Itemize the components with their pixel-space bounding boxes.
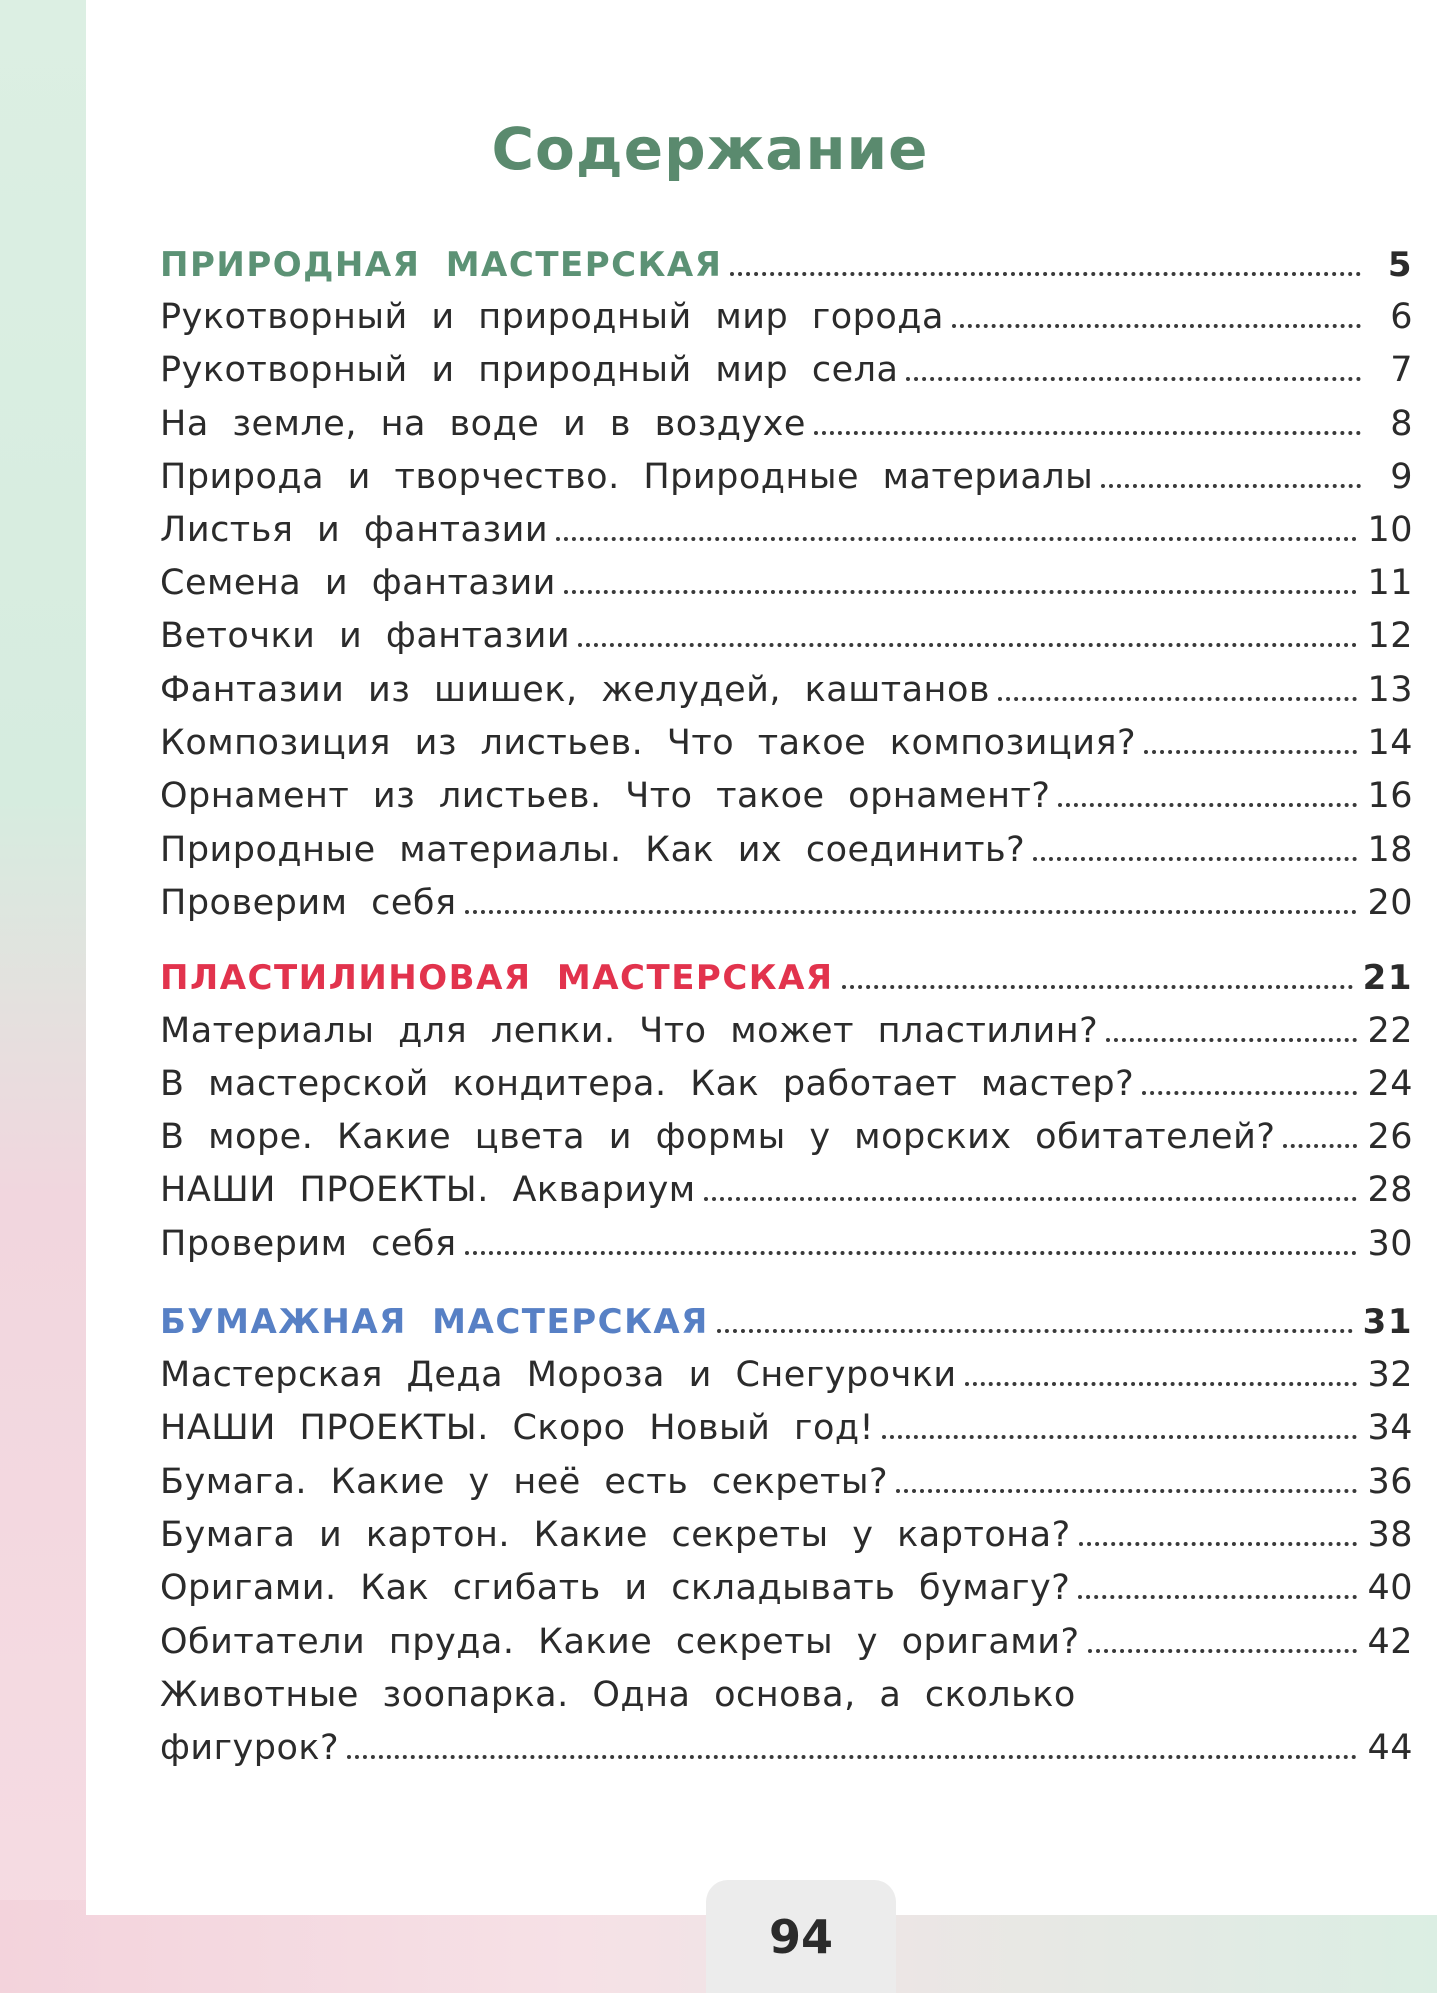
toc-entry-label: фигурок? [160,1728,340,1768]
toc-entry[interactable] [160,1675,1413,1719]
toc-leader-dots [882,1435,1357,1439]
toc-page-number: 26 [1367,1117,1413,1157]
toc-entry-label: Мастерская Деда Мороза и Снегурочки [160,1355,957,1395]
toc-page-number: 12 [1367,616,1413,656]
toc-leader-dots [578,643,1357,647]
toc-section-plasticine[interactable] [160,958,1413,1002]
toc-entry[interactable] [160,510,1413,554]
page-number: 94 [768,1910,833,1964]
toc-leader-dots [556,537,1357,541]
toc-entry-label: Проверим себя [160,883,457,923]
toc-entry-label: Семена и фантазии [160,563,556,603]
toc-page-number: 40 [1367,1568,1413,1608]
toc-entry[interactable] [160,1408,1413,1452]
toc-entry[interactable] [160,1224,1413,1268]
toc-page-number: 24 [1367,1064,1413,1104]
toc-leader-dots [1142,1091,1357,1095]
toc-entry[interactable] [160,776,1413,820]
toc-leader-dots [1106,1038,1357,1042]
toc-leader-dots [1283,1144,1357,1148]
toc-section-paper[interactable] [160,1302,1413,1346]
toc-entry-continuation[interactable] [160,1728,1413,1772]
toc-entry[interactable] [160,404,1413,448]
toc-section-label: ПРИРОДНАЯ МАСТЕРСКАЯ [160,245,723,285]
toc-entry[interactable] [160,1170,1413,1214]
toc-leader-dots [952,324,1361,328]
toc-page-number: 16 [1367,776,1413,816]
toc-leader-dots [1079,1542,1358,1546]
toc-page-number: 31 [1362,1302,1413,1342]
toc-entry-label: Рукотворный и природный мир села [160,350,899,390]
toc-entry[interactable] [160,723,1413,767]
toc-section-label: БУМАЖНАЯ МАСТЕРСКАЯ [160,1302,709,1342]
toc-leader-dots [1078,1595,1357,1599]
toc-section-label: ПЛАСТИЛИНОВАЯ МАСТЕРСКАЯ [160,958,834,998]
toc-entry[interactable] [160,1515,1413,1559]
toc-leader-dots [1058,803,1357,807]
toc-entry-label: Обитатели пруда. Какие секреты у оригами? [160,1622,1080,1662]
toc-entry-label: Листья и фантазии [160,510,549,550]
toc-entry-label: Бумага. Какие у неё есть секреты? [160,1462,889,1502]
toc-leader-dots [906,377,1361,381]
toc-entry[interactable] [160,350,1413,394]
toc-entry-label: Оригами. Как сгибать и складывать бумагу? [160,1568,1071,1608]
toc-page-number: 11 [1367,563,1413,603]
toc-leader-dots [465,1251,1358,1255]
toc-entry-label: Орнамент из листьев. Что такое орнамент? [160,776,1051,816]
toc-entry-label: Природные материалы. Как их соединить? [160,830,1026,870]
toc-leader-dots [1144,750,1357,754]
toc-page-number: 18 [1367,830,1413,870]
toc-leader-dots [998,697,1357,701]
toc-leader-dots [564,590,1358,594]
toc-leader-dots [704,1197,1358,1201]
toc-entry[interactable] [160,830,1413,874]
toc-entry-label: НАШИ ПРОЕКТЫ. Скоро Новый год! [160,1408,875,1448]
toc-page-number: 14 [1367,723,1413,763]
toc-page-number: 6 [1390,297,1413,337]
toc-leader-dots [1088,1649,1358,1653]
toc-entry-label: Материалы для лепки. Что может пластилин? [160,1011,1099,1051]
toc-page-number: 5 [1387,245,1413,285]
toc-leader-dots [730,272,1361,276]
toc-leader-dots [842,985,1353,989]
page-number-tab [706,1880,896,1993]
toc-page-number: 22 [1367,1011,1413,1051]
toc-page-number: 8 [1390,404,1413,444]
toc-leader-dots [1033,857,1357,861]
toc-entry[interactable] [160,1117,1413,1161]
toc-entry[interactable] [160,1622,1413,1666]
toc-leader-dots [717,1329,1353,1333]
toc-entry-label: Проверим себя [160,1224,457,1264]
toc-section-nature[interactable] [160,245,1413,289]
toc-entry[interactable] [160,616,1413,660]
toc-page-number: 7 [1390,350,1413,390]
toc-page-number: 20 [1367,883,1413,923]
toc-page-number: 44 [1367,1728,1413,1768]
toc-page-number: 38 [1367,1515,1413,1555]
toc-entry-label: Композиция из листьев. Что такое композиция? [160,723,1137,763]
toc-entry-label: Веточки и фантазии [160,616,571,656]
toc-entry-label: Природа и творчество. Природные материалы [160,457,1094,497]
toc-entry[interactable] [160,297,1413,341]
toc-entry-label: Рукотворный и природный мир города [160,297,944,337]
toc-entry-label: В море. Какие цвета и формы у морских обитателей? [160,1117,1276,1157]
toc-leader-dots [347,1755,1357,1759]
toc-page-number: 28 [1367,1170,1413,1210]
toc-page-number: 34 [1367,1408,1413,1448]
toc-leader-dots [814,431,1361,435]
toc-page-number: 36 [1367,1462,1413,1502]
toc-page-number: 42 [1367,1622,1413,1662]
toc-entry[interactable] [160,1011,1413,1055]
toc-leader-dots [965,1382,1358,1386]
toc-entry[interactable] [160,1355,1413,1399]
toc-entry[interactable] [160,457,1413,501]
toc-entry[interactable] [160,1064,1413,1108]
toc-page-number: 10 [1367,510,1413,550]
page-title: Содержание [491,115,929,183]
toc-entry-label: Бумага и картон. Какие секреты у картона? [160,1515,1071,1555]
toc-entry[interactable] [160,883,1413,927]
toc-entry-label: НАШИ ПРОЕКТЫ. Аквариум [160,1170,696,1210]
toc-entry-label: Фантазии из шишек, желудей, каштанов [160,670,990,710]
toc-entry[interactable] [160,1462,1413,1506]
toc-entry-label: В мастерской кондитера. Как работает мастер? [160,1064,1135,1104]
toc-page-number: 30 [1367,1224,1413,1264]
toc-leader-dots [465,910,1358,914]
toc-entry[interactable] [160,563,1413,607]
toc-page-number: 32 [1367,1355,1413,1395]
toc-entry-label: На земле, на воде и в воздухе [160,404,806,444]
toc-entry[interactable] [160,1568,1413,1612]
toc-page-number: 13 [1367,670,1413,710]
toc-leader-dots [896,1489,1357,1493]
toc-leader-dots [1101,484,1361,488]
toc-page-number: 21 [1362,958,1413,998]
toc-page-number: 9 [1390,457,1413,497]
toc-entry[interactable] [160,670,1413,714]
toc-entry-label: Животные зоопарка. Одна основа, а сколько [160,1675,1076,1715]
